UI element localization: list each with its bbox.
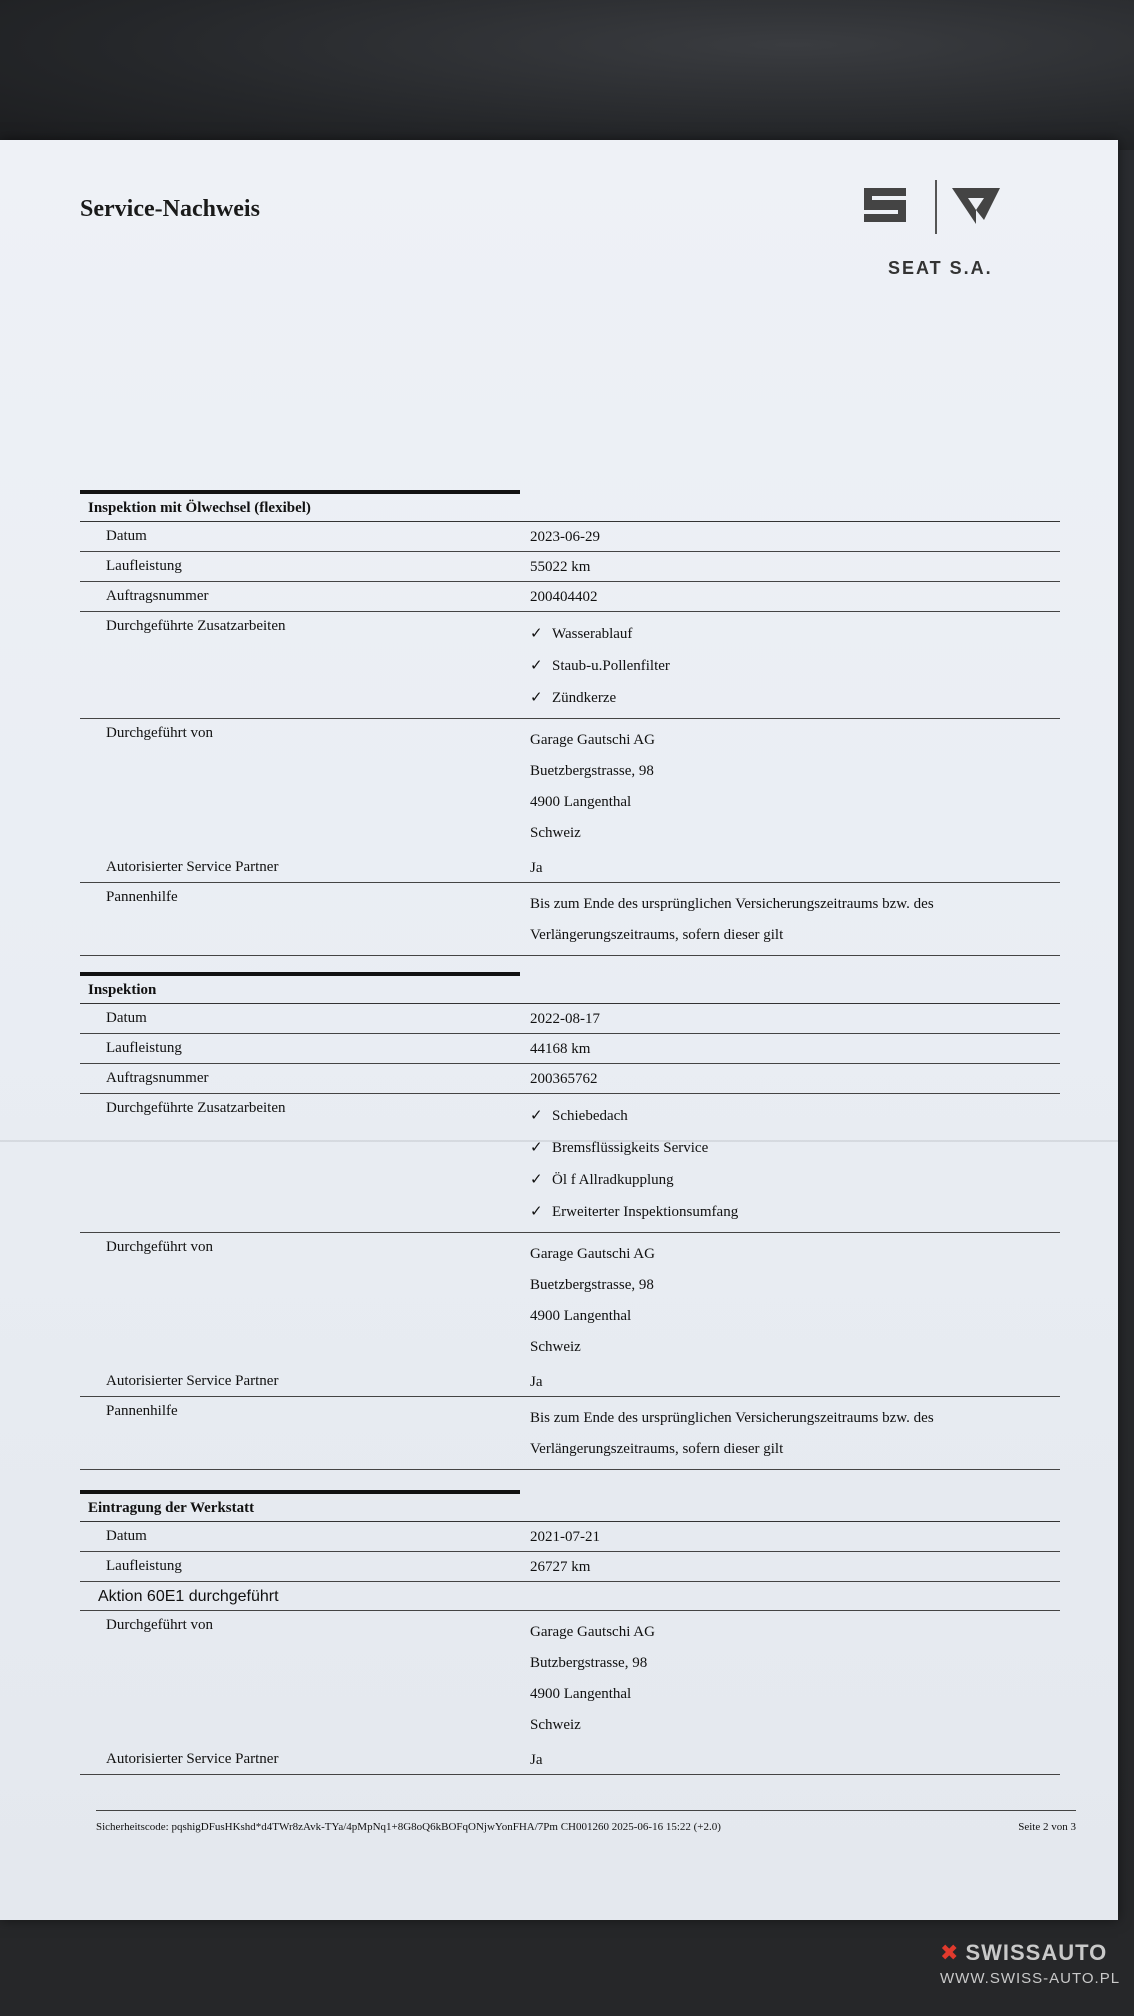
row-durchgefuehrt-von — [80, 1233, 1060, 1367]
label-pannenhilfe: Pannenhilfe — [106, 1403, 178, 1419]
value-datum: 2021-07-21 — [530, 1529, 600, 1545]
value-durchgefuehrt-von — [520, 1611, 1060, 1745]
check-icon: ✓ — [530, 1202, 543, 1220]
logo-text: SEAT S.A. — [888, 258, 993, 278]
label-datum: Datum — [106, 1010, 147, 1026]
address-line: Garage Gautschi AG — [530, 1246, 655, 1262]
watermark-brand: ✖ SWISSAUTO — [940, 1940, 1108, 1965]
value-service-partner: Ja — [530, 1752, 543, 1768]
row-laufleistung — [80, 552, 1060, 582]
label-datum: Datum — [106, 1528, 147, 1544]
label-durchgefuehrt-von: Durchgeführt von — [106, 1239, 214, 1255]
list-item: ✓ Öl f Allradkupplung — [530, 1164, 1060, 1196]
label-durchgefuehrt-von: Durchgeführt von — [106, 725, 214, 741]
row-durchgefuehrt-von — [80, 1611, 1060, 1745]
value-service-partner: Ja — [530, 860, 543, 876]
row-service-partner — [80, 1745, 1060, 1775]
check-icon: ✓ — [530, 1170, 543, 1188]
address-line: Schweiz — [530, 1339, 581, 1355]
value-auftragsnummer: 200365762 — [530, 1071, 598, 1087]
watermark-url: WWW.SWISS-AUTO.PL — [940, 1970, 1121, 1987]
section-inspektion-oelwechsel — [80, 490, 1060, 956]
label-auftragsnummer: Auftragsnummer — [106, 588, 209, 604]
label-laufleistung: Laufleistung — [106, 1558, 182, 1574]
value-durchgefuehrt-von — [520, 1233, 1060, 1367]
address-line: Garage Gautschi AG — [530, 732, 655, 748]
value-zusatzarbeiten — [520, 612, 1060, 718]
row-datum — [80, 522, 1060, 552]
check-icon: ✓ — [530, 624, 543, 642]
label-pannenhilfe: Pannenhilfe — [106, 889, 178, 905]
row-zusatzarbeiten — [80, 612, 1060, 719]
row-service-partner — [80, 853, 1060, 883]
label-durchgefuehrt-von: Durchgeführt von — [106, 1617, 214, 1633]
value-service-partner: Ja — [530, 1374, 543, 1390]
car-seat-background — [0, 0, 1134, 150]
list-item: ✓ Bremsflüssigkeits Service — [530, 1132, 1060, 1164]
row-aktion — [80, 1582, 1060, 1611]
row-zusatzarbeiten — [80, 1094, 1060, 1233]
label-datum: Datum — [106, 528, 147, 544]
swissauto-x-icon: ✖ — [940, 1940, 960, 1965]
text-line: Verlängerungszeitraums, sofern dieser gilt — [530, 927, 784, 943]
list-item: ✓ Erweiterter Inspektionsumfang — [530, 1196, 1060, 1228]
row-pannenhilfe — [80, 1397, 1060, 1470]
section-eintragung-werkstatt — [80, 1490, 1060, 1775]
document-title: Service-Nachweis — [80, 196, 260, 222]
address-line: Buetzbergstrasse, 98 — [530, 1277, 654, 1293]
page-info: Seite 2 von 3 — [1018, 1821, 1076, 1833]
address-line: Garage Gautschi AG — [530, 1624, 655, 1640]
text-line: Verlängerungszeitraums, sofern dieser gilt — [530, 1441, 784, 1457]
security-code: Sicherheitscode: pqshigDFusHKshd*d4TWr8zAvk-TYa/4pMpNq1+8G8oQ6kBOFqONjwYonFHA/7Pm CH001260 2025-06-16 15:22 (+2.0) — [96, 1821, 721, 1833]
address-line: 4900 Langenthal — [530, 794, 632, 810]
value-laufleistung: 44168 km — [530, 1041, 591, 1057]
section-heading: Eintragung der Werkstatt — [80, 1494, 1060, 1522]
label-aktion: Aktion 60E1 durchgeführt — [98, 1588, 279, 1605]
address-line: 4900 Langenthal — [530, 1686, 632, 1702]
row-laufleistung — [80, 1552, 1060, 1582]
row-auftragsnummer — [80, 582, 1060, 612]
value-durchgefuehrt-von — [520, 719, 1060, 853]
address-line: 4900 Langenthal — [530, 1308, 632, 1324]
row-durchgefuehrt-von — [80, 719, 1060, 853]
label-zusatzarbeiten: Durchgeführte Zusatzarbeiten — [106, 618, 286, 634]
check-icon: ✓ — [530, 688, 543, 706]
check-icon: ✓ — [530, 1106, 543, 1124]
value-laufleistung: 26727 km — [530, 1559, 591, 1575]
address-line: Butzbergstrasse, 98 — [530, 1655, 648, 1671]
value-pannenhilfe — [520, 883, 1060, 955]
label-laufleistung: Laufleistung — [106, 1040, 182, 1056]
address-line: Schweiz — [530, 1717, 581, 1733]
value-auftragsnummer: 200404402 — [530, 589, 598, 605]
list-item: ✓ Schiebedach — [530, 1100, 1060, 1132]
section-heading: Inspektion mit Ölwechsel (flexibel) — [80, 494, 1060, 522]
value-datum: 2023-06-29 — [530, 529, 600, 545]
check-icon: ✓ — [530, 1138, 543, 1156]
label-service-partner: Autorisierter Service Partner — [106, 1373, 279, 1389]
value-datum: 2022-08-17 — [530, 1011, 600, 1027]
section-heading: Inspektion — [80, 976, 1060, 1004]
list-item: ✓ Wasserablauf — [530, 618, 1060, 650]
row-auftragsnummer — [80, 1064, 1060, 1094]
row-pannenhilfe — [80, 883, 1060, 956]
row-datum — [80, 1004, 1060, 1034]
row-datum — [80, 1522, 1060, 1552]
text-line: Bis zum Ende des ursprünglichen Versicherungszeitraums bzw. des — [530, 896, 934, 912]
label-auftragsnummer: Auftragsnummer — [106, 1070, 209, 1086]
check-icon: ✓ — [530, 656, 543, 674]
label-service-partner: Autorisierter Service Partner — [106, 859, 279, 875]
watermark — [940, 1940, 1120, 1987]
text-line: Bis zum Ende des ursprünglichen Versicherungszeitraums bzw. des — [530, 1410, 934, 1426]
value-laufleistung: 55022 km — [530, 559, 591, 575]
value-zusatzarbeiten — [520, 1094, 1060, 1232]
value-pannenhilfe — [520, 1397, 1060, 1469]
section-inspektion — [80, 972, 1060, 1470]
row-laufleistung — [80, 1034, 1060, 1064]
label-service-partner: Autorisierter Service Partner — [106, 1751, 279, 1767]
label-laufleistung: Laufleistung — [106, 558, 182, 574]
row-service-partner — [80, 1367, 1060, 1397]
label-zusatzarbeiten: Durchgeführte Zusatzarbeiten — [106, 1100, 286, 1116]
list-item: ✓ Zündkerze — [530, 682, 1060, 714]
address-line: Schweiz — [530, 825, 581, 841]
address-line: Buetzbergstrasse, 98 — [530, 763, 654, 779]
document-footer — [96, 1810, 1076, 1833]
list-item: ✓ Staub-u.Pollenfilter — [530, 650, 1060, 682]
